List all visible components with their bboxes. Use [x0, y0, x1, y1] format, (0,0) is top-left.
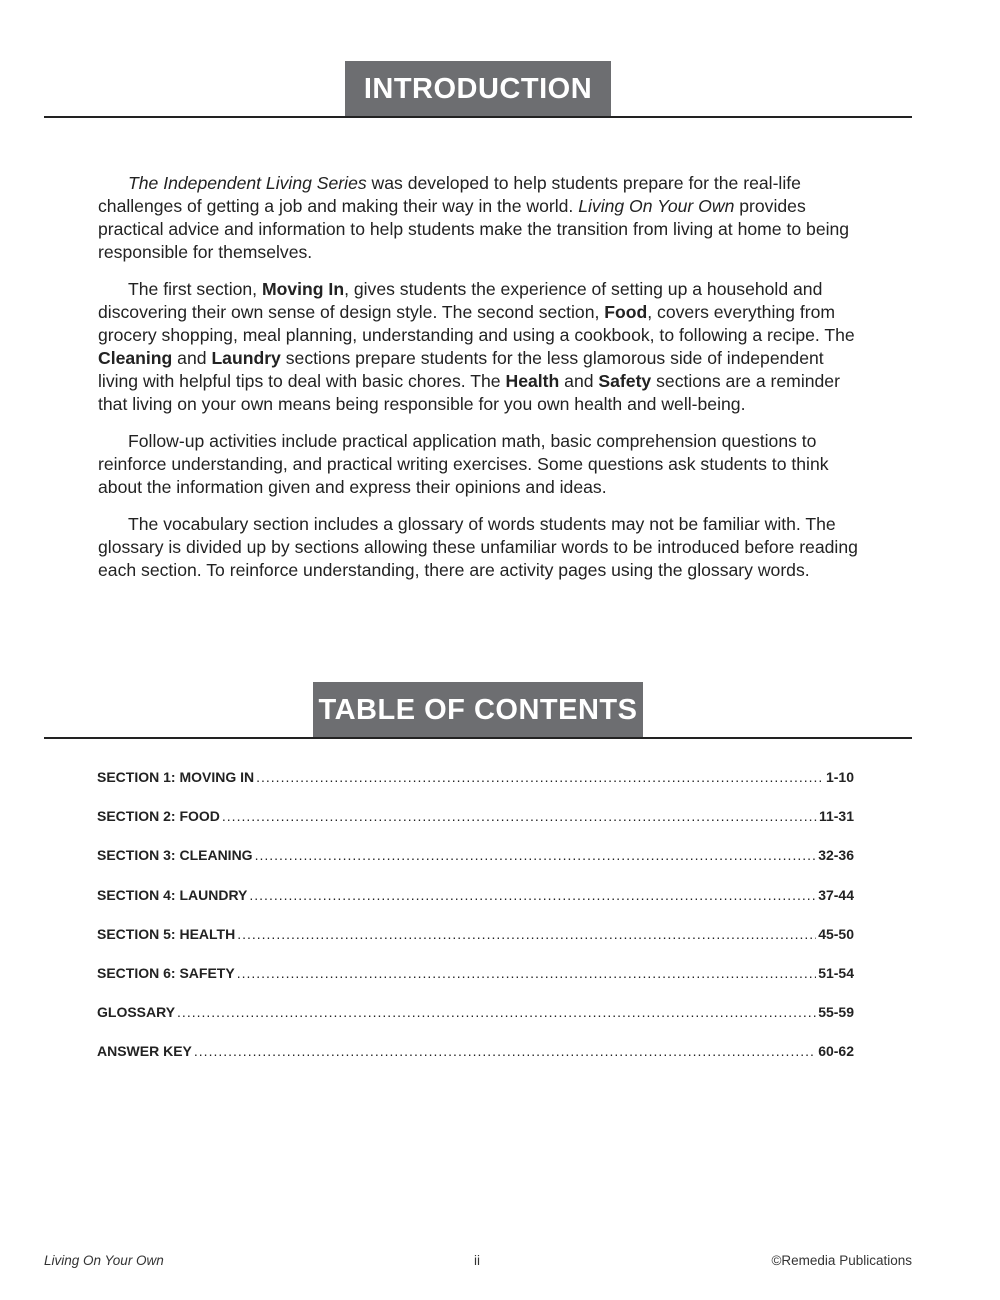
toc-rule: [44, 737, 912, 739]
toc-entry-label: SECTION 4: LAUNDRY: [97, 886, 248, 903]
toc-entry[interactable]: [97, 887, 854, 926]
toc-leader: [255, 847, 817, 863]
intro-p2-text-2: , gives students the experience of setting up a household and discovering their own sense of design style. The second section,: [98, 279, 823, 322]
toc-entry-pages: 55-59: [818, 1004, 854, 1021]
toc-leader: [237, 965, 817, 981]
toc-entry-label: GLOSSARY: [97, 1004, 176, 1021]
term-laundry: Laundry: [211, 348, 281, 368]
toc-entry-pages: 45-50: [818, 925, 854, 942]
toc-entry-label: SECTION 5: HEALTH: [97, 925, 236, 942]
intro-paragraph-3: Follow-up activities include practical application math, basic comprehension questions to reinforce understanding, and practical writing exercises. Some questions ask students to think about the information given and express their opinions and ideas.: [98, 431, 829, 497]
toc-entry-label: SECTION 1: MOVING IN: [97, 769, 255, 785]
toc-entry-pages: 37-44: [818, 886, 854, 903]
intro-p2-text-3: , covers everything from grocery shopping, meal planning, understanding and using a cookbook, to following a recipe. The: [98, 302, 855, 345]
toc-leader: [237, 926, 816, 942]
introduction-body: [98, 172, 858, 596]
intro-p1-text-1: was developed to help students prepare for the real-life challenges of getting a job and making their way in the world.: [98, 173, 801, 216]
toc-leader: [194, 1043, 816, 1059]
term-safety: Safety: [598, 371, 652, 391]
footer-book-title: Living On Your Own: [44, 1253, 164, 1268]
intro-p2-text-5: sections prepare students for the less glamorous side of independent living with helpful tips to deal with basic chores. The: [98, 348, 824, 391]
toc-entry-label: ANSWER KEY: [97, 1043, 192, 1060]
intro-paragraph-2: [98, 278, 858, 416]
toc-entry[interactable]: [97, 769, 854, 808]
toc-entry-pages: 1-10: [825, 769, 854, 785]
toc-entry[interactable]: [97, 965, 854, 1004]
intro-p2-text-7: sections are a reminder that living on your own means being responsible for you own health and well-being.: [98, 371, 840, 414]
intro-paragraph-4: The vocabulary section includes a glossary of words students may not be familiar with. The glossary is divided up by sections allowing these unfamiliar words to be introduced before reading each section. To reinforce understanding, there are activity pages using the glossary words.: [98, 514, 858, 580]
toc-entry[interactable]: [97, 1043, 854, 1082]
toc-header: [44, 682, 912, 739]
footer-publisher: ©Remedia Publications: [771, 1253, 912, 1268]
term-food: Food: [604, 302, 648, 322]
introduction-rule: [44, 116, 912, 118]
toc-entry[interactable]: [97, 808, 854, 847]
toc-entry-label: SECTION 2: FOOD: [97, 808, 220, 825]
toc-entry[interactable]: [97, 926, 854, 965]
toc-entry-pages: 32-36: [818, 847, 854, 864]
book-title: Living On Your Own: [578, 196, 735, 216]
toc-leader: [256, 769, 824, 785]
toc-entry[interactable]: [97, 1004, 854, 1043]
intro-p2-text-4: and: [172, 348, 212, 368]
intro-p2-text-6: and: [559, 371, 599, 391]
series-title: The Independent Living Series: [128, 173, 367, 193]
term-health: Health: [505, 371, 560, 391]
introduction-heading: INTRODUCTION: [345, 61, 611, 117]
term-moving-in: Moving In: [261, 279, 345, 299]
toc-entry-pages: 11-31: [818, 808, 854, 825]
toc-entry-label: SECTION 3: CLEANING: [97, 847, 253, 864]
introduction-header: [44, 61, 912, 118]
table-of-contents: [97, 769, 854, 1083]
toc-heading: TABLE OF CONTENTS: [313, 682, 643, 738]
term-cleaning: Cleaning: [98, 348, 173, 368]
intro-p2-text-1: The first section,: [128, 279, 262, 299]
toc-entry-label: SECTION 6: SAFETY: [97, 964, 235, 981]
footer-page-number: ii: [474, 1253, 480, 1268]
intro-paragraph-1: [98, 172, 858, 264]
toc-leader: [177, 1004, 816, 1020]
toc-leader: [249, 887, 816, 903]
toc-entry-pages: 51-54: [818, 964, 854, 981]
toc-entry-pages: 60-62: [818, 1043, 854, 1060]
toc-leader: [222, 808, 817, 824]
toc-entry[interactable]: [97, 847, 854, 886]
intro-p1-text-2: provides practical advice and information to help students make the transition from living at home to being responsible for themselves.: [98, 196, 850, 262]
